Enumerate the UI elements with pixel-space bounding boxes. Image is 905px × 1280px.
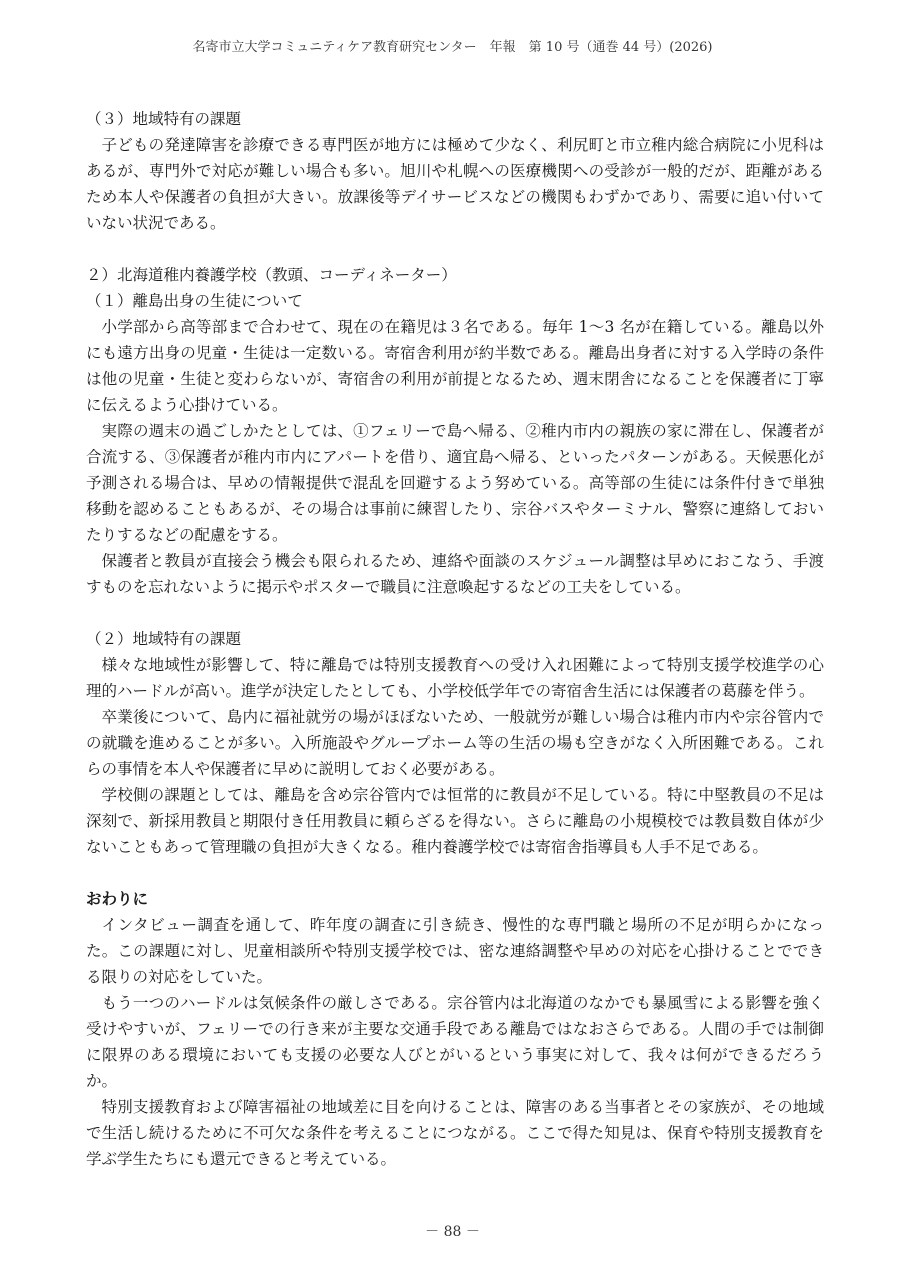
conclusion-heading: おわりに: [86, 890, 149, 908]
school-sub2-paragraph: 学校側の課題としては、離島を含め宗谷管内では恒常的に教員が不足している。特に中堅教員の不足は深刻で、新採用教員と期限付き任用教員に頼らざるを得ない。さらに離島の小規模校では教員数自体が少ないこともあって管理職の負担が大きくなる。稚内養護学校では寄宿舎指導員も人手不足である。: [86, 786, 824, 856]
section-3-paragraph: 子どもの発達障害を診療できる専門医が地方には極めて少なく、利尻町と市立稚内総合病院に小児科はあるが、専門外で対応が難しい場合も多い。旭川や札幌への医療機関への受診が一般的だが、距離があるため本人や保護者の負担が大きい。放課後等デイサービスなどの機関もわずかであり、需要に追い付いていない状況である。: [86, 136, 824, 232]
school-section-heading: ２）北海道稚内養護学校（教頭、コーディネーター）: [86, 266, 457, 284]
school-sub1-paragraph: 小学部から高等部まで合わせて、現在の在籍児は３名である。毎年 1〜3 名が在籍している。離島以外にも遠方出身の児童・生徒は一定数いる。寄宿舎利用が約半数である。離島出身者に対する入学時の条件は他の児童・生徒と変わらないが、寄宿舎の利用が前提となるため、週末閉舎になることを保護者に丁寧に伝えるよう心掛けている。: [86, 318, 824, 414]
spacer: [86, 600, 824, 626]
section-3-heading: （３）地域特有の課題: [86, 110, 242, 128]
conclusion-paragraph: 特別支援教育および障害福祉の地域差に目を向けることは、障害のある当事者とその家族が、その地域で生活し続けるために不可欠な条件を考えることにつながる。ここで得た知見は、保育や特別支援教育を学ぶ学生たちにも還元できると考えている。: [86, 1098, 824, 1168]
conclusion-paragraph: もう一つのハードルは気候条件の厳しさである。宗谷管内は北海道のなかでも暴風雪による影響を強く受けやすいが、フェリーでの行き来が主要な交通手段である離島ではなおさらである。人間の手では制御に限界のある環境においても支援の必要な人びとがいるという事実に対して、我々は何ができるだろうか。: [86, 994, 824, 1090]
running-header: 名寄市立大学コミュニティケア教育研究センター 年報 第 10 号（通巻 44 号）(2026): [192, 40, 713, 55]
school-sub2-paragraph: 卒業後について、島内に福祉就労の場がほぼないため、一般就労が難しい場合は稚内市内や宗谷管内での就職を進めることが多い。入所施設やグループホーム等の生活の場も空きがなく入所困難である。これらの事情を本人や保護者に早めに説明しておく必要がある。: [86, 708, 824, 778]
page-number: － 88 －: [425, 1224, 480, 1240]
spacer: [86, 860, 824, 886]
school-sub1-paragraph: 保護者と教員が直接会う機会も限られるため、連絡や面談のスケジュール調整は早めにおこなう、手渡すものを忘れないように掲示やポスターで職員に注意喚起するなどの工夫をしている。: [86, 552, 824, 596]
school-sub1-paragraph: 実際の週末の過ごしかたとしては、①フェリーで島へ帰る、②稚内市内の親族の家に滞在し、保護者が合流する、③保護者が稚内市内にアパートを借り、適宜島へ帰る、といったパターンがある。天候悪化が予測される場合は、早めの情報提供で混乱を回避するよう努めている。高等部の生徒には条件付きで単独移動を認めることもあるが、その場合は事前に練習したり、宗谷バスやターミナル、警察に連絡しておいたりするなどの配慮をする。: [86, 422, 824, 544]
school-sub2-heading: （２）地域特有の課題: [86, 630, 242, 648]
conclusion-paragraph: インタビュー調査を通して、昨年度の調査に引き続き、慢性的な専門職と場所の不足が明らかになった。この課題に対し、児童相談所や特別支援学校では、密な連絡調整や早めの対応を心掛けることでできる限りの対応をしていた。: [86, 916, 824, 986]
school-sub2-paragraph: 様々な地域性が影響して、特に離島では特別支援教育への受け入れ困難によって特別支援学校進学の心理的ハードルが高い。進学が決定したとしても、小学校低学年での寄宿舎生活には保護者の葛藤を伴う。: [86, 656, 824, 700]
spacer: [86, 236, 824, 262]
school-sub1-heading: （１）離島出身の生徒について: [86, 292, 303, 310]
main-content: [86, 106, 824, 1172]
